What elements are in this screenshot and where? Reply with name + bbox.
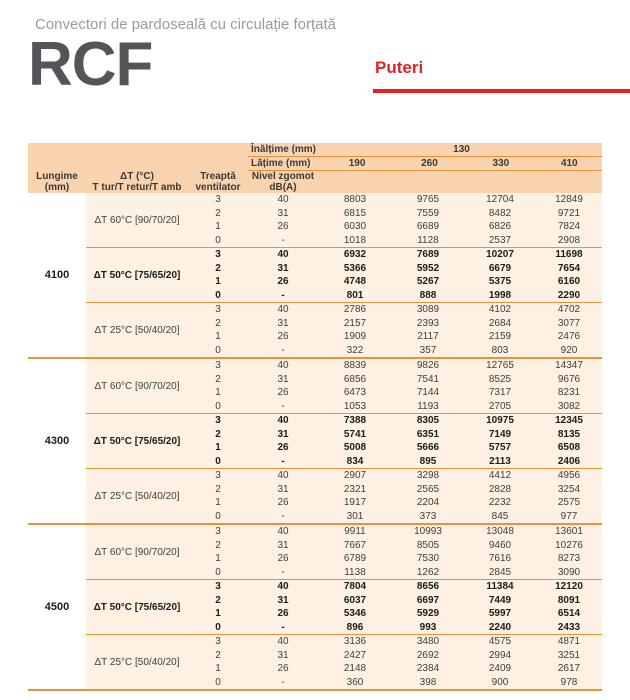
noise-level-cell: 26 bbox=[277, 221, 289, 233]
dt-group bbox=[86, 413, 602, 468]
power-value-cell: 4702 bbox=[557, 304, 581, 316]
power-value-cell: 2433 bbox=[557, 621, 581, 633]
fan-step-cell: 0 bbox=[215, 400, 221, 412]
power-value-cell: 12765 bbox=[486, 360, 514, 372]
power-value-cell: 8525 bbox=[488, 373, 512, 385]
power-value-cell: 2232 bbox=[488, 497, 512, 509]
noise-level-cell: 26 bbox=[277, 442, 289, 454]
fan-step-cell: 1 bbox=[215, 387, 221, 399]
power-value-cell: 7616 bbox=[488, 553, 512, 565]
power-value-cell: 6037 bbox=[343, 594, 367, 606]
power-value-cell: 1262 bbox=[416, 566, 440, 578]
power-value-cell: 5366 bbox=[343, 262, 367, 274]
power-value-cell: 7317 bbox=[488, 387, 512, 399]
dt-group bbox=[86, 634, 602, 689]
product-model-title: RCF bbox=[28, 30, 153, 99]
power-value-cell: 803 bbox=[491, 344, 509, 356]
power-value-cell: 6789 bbox=[343, 553, 367, 565]
power-value-cell: 2617 bbox=[557, 663, 581, 675]
noise-level-cell: 31 bbox=[277, 483, 289, 495]
noise-level-cell: - bbox=[281, 455, 285, 467]
power-value-cell: 7530 bbox=[416, 553, 440, 565]
fan-step-cell: 0 bbox=[215, 510, 221, 522]
power-value-cell: 2684 bbox=[488, 317, 512, 329]
noise-level-cell: 26 bbox=[277, 497, 289, 509]
noise-level-cell: 40 bbox=[277, 581, 289, 593]
fan-step-cell: 0 bbox=[215, 344, 221, 356]
power-value-cell: 3090 bbox=[557, 566, 581, 578]
power-value-cell: 5267 bbox=[416, 276, 440, 288]
power-value-cell: 978 bbox=[560, 676, 578, 688]
power-value-cell: 2427 bbox=[343, 649, 367, 661]
width-value: 330 bbox=[492, 158, 510, 169]
power-value-cell: 895 bbox=[419, 455, 437, 467]
fan-step-cell: 1 bbox=[215, 497, 221, 509]
power-value-cell: 9826 bbox=[416, 360, 440, 372]
width-row bbox=[248, 157, 602, 171]
noise-level-cell: 26 bbox=[277, 663, 289, 675]
column-header-dt: ΔT (°C) T tur/T retur/T amb bbox=[92, 171, 182, 193]
power-value-cell: 8839 bbox=[343, 360, 367, 372]
fan-step-cell: 2 bbox=[215, 594, 221, 606]
fan-step-cell: 2 bbox=[215, 539, 221, 551]
noise-level-cell: 40 bbox=[277, 360, 289, 372]
fan-step-cell: 1 bbox=[215, 663, 221, 675]
width-value: 190 bbox=[348, 158, 366, 169]
fan-step-cell: 2 bbox=[215, 317, 221, 329]
power-value-cell: 10207 bbox=[486, 249, 514, 261]
fan-step-cell: 1 bbox=[215, 553, 221, 565]
fan-step-cell: 2 bbox=[215, 483, 221, 495]
noise-level-cell: - bbox=[281, 344, 285, 356]
width-value: 260 bbox=[421, 158, 438, 169]
fan-step-cell: 3 bbox=[215, 360, 221, 372]
length-group bbox=[28, 357, 602, 523]
noise-level-cell: 31 bbox=[277, 428, 289, 440]
power-value-cell: 2157 bbox=[343, 317, 367, 329]
fan-step-cell: 1 bbox=[215, 276, 221, 288]
power-value-cell: 6160 bbox=[557, 276, 581, 288]
power-value-cell: 11384 bbox=[486, 581, 514, 593]
noise-level-cell: 40 bbox=[277, 194, 289, 206]
power-value-cell: 2907 bbox=[343, 470, 367, 482]
table-header bbox=[28, 143, 602, 193]
dt-group bbox=[86, 193, 602, 247]
power-value-cell: 6679 bbox=[488, 262, 512, 274]
power-value-cell: 2384 bbox=[416, 663, 440, 675]
height-row bbox=[248, 143, 602, 157]
power-value-cell: 7667 bbox=[343, 539, 367, 551]
power-value-cell: 7804 bbox=[343, 581, 367, 593]
power-value-cell: 8231 bbox=[557, 387, 581, 399]
power-value-cell: 5375 bbox=[488, 276, 512, 288]
power-value-cell: 6932 bbox=[343, 249, 367, 261]
power-value-cell: 6351 bbox=[416, 428, 440, 440]
power-value-cell: 3298 bbox=[416, 470, 440, 482]
fan-step-cell: 1 bbox=[215, 442, 221, 454]
length-group-rows bbox=[86, 193, 602, 357]
dt-group bbox=[86, 302, 602, 357]
dt-group bbox=[86, 359, 602, 413]
power-value-cell: 7559 bbox=[416, 207, 440, 219]
power-value-cell: 10993 bbox=[414, 526, 442, 538]
power-value-cell: 5757 bbox=[488, 442, 512, 454]
noise-level-cell: - bbox=[281, 510, 285, 522]
power-value-cell: 6030 bbox=[343, 221, 367, 233]
power-value-cell: 896 bbox=[346, 621, 364, 633]
noise-level-cell: 31 bbox=[277, 649, 289, 661]
power-value-cell: 11698 bbox=[555, 249, 583, 261]
dt-label: ΔT 25°C [50/40/20] bbox=[94, 656, 180, 668]
column-header-fan-step: Treaptă ventilator bbox=[195, 171, 241, 193]
power-value-cell: 2113 bbox=[489, 455, 511, 467]
power-value-cell: 2409 bbox=[488, 663, 512, 675]
noise-level-cell: 26 bbox=[277, 553, 289, 565]
power-value-cell: 9765 bbox=[416, 194, 440, 206]
fan-step-cell: 0 bbox=[215, 234, 221, 246]
table-header-right bbox=[248, 143, 602, 171]
power-value-cell: 2393 bbox=[416, 317, 440, 329]
power-value-cell: 9676 bbox=[557, 373, 581, 385]
fan-step-cell: 3 bbox=[215, 636, 221, 648]
power-value-cell: 5666 bbox=[416, 442, 440, 454]
power-value-cell: 373 bbox=[419, 510, 437, 522]
power-value-cell: 2159 bbox=[488, 331, 512, 343]
power-value-cell: 6815 bbox=[343, 207, 367, 219]
noise-level-cell: - bbox=[281, 289, 285, 301]
power-value-cell: 322 bbox=[346, 344, 364, 356]
noise-level-cell: 26 bbox=[277, 331, 289, 343]
power-value-cell: 920 bbox=[560, 344, 578, 356]
power-value-cell: 8482 bbox=[488, 207, 512, 219]
length-group-rows bbox=[86, 525, 602, 689]
power-value-cell: 2240 bbox=[488, 621, 512, 633]
power-value-cell: 900 bbox=[491, 676, 509, 688]
fan-step-cell: 0 bbox=[215, 289, 221, 301]
power-value-cell: 4412 bbox=[488, 470, 512, 482]
power-value-cell: 8803 bbox=[343, 194, 367, 206]
power-value-cell: 12849 bbox=[555, 194, 583, 206]
noise-level-cell: 26 bbox=[277, 387, 289, 399]
power-value-cell: 14347 bbox=[555, 360, 583, 372]
fan-step-cell: 2 bbox=[215, 428, 221, 440]
power-value-cell: 7541 bbox=[416, 373, 440, 385]
power-value-cell: 2476 bbox=[557, 331, 581, 343]
power-value-cell: 2290 bbox=[557, 289, 581, 301]
power-value-cell: 6697 bbox=[416, 594, 440, 606]
power-value-cell: 5929 bbox=[416, 608, 440, 620]
power-value-cell: 7654 bbox=[557, 262, 581, 274]
power-value-cell: 5741 bbox=[343, 428, 367, 440]
noise-level-cell: - bbox=[281, 400, 285, 412]
section-title: Puteri bbox=[375, 58, 424, 77]
length-group-rows bbox=[86, 359, 602, 523]
fan-step-cell: 0 bbox=[215, 676, 221, 688]
power-value-cell: 2406 bbox=[557, 455, 581, 467]
power-value-cell: 5952 bbox=[416, 262, 440, 274]
noise-level-cell: 31 bbox=[277, 317, 289, 329]
fan-step-cell: 2 bbox=[215, 373, 221, 385]
power-value-cell: 2148 bbox=[343, 663, 367, 675]
fan-step-cell: 1 bbox=[215, 331, 221, 343]
power-value-cell: 845 bbox=[491, 510, 509, 522]
power-value-cell: 12120 bbox=[555, 581, 583, 593]
power-value-cell: 2845 bbox=[488, 566, 512, 578]
power-value-cell: 6856 bbox=[343, 373, 367, 385]
power-value-cell: 7824 bbox=[557, 221, 581, 233]
fan-step-cell: 3 bbox=[215, 581, 221, 593]
power-value-cell: 13048 bbox=[486, 526, 514, 538]
length-group bbox=[28, 523, 602, 689]
power-value-cell: 9911 bbox=[344, 526, 366, 538]
dt-label: ΔT 50°C [75/65/20] bbox=[93, 601, 181, 613]
power-value-cell: 7689 bbox=[416, 249, 440, 261]
power-value-cell: 360 bbox=[346, 676, 364, 688]
noise-level-cell: - bbox=[281, 676, 285, 688]
power-value-cell: 2828 bbox=[488, 483, 512, 495]
power-value-cell: 8656 bbox=[416, 581, 440, 593]
noise-level-cell: - bbox=[281, 234, 285, 246]
fan-step-cell: 1 bbox=[215, 221, 221, 233]
height-value: 130 bbox=[453, 144, 470, 155]
power-value-cell: 2117 bbox=[417, 331, 439, 343]
power-value-cell: 3136 bbox=[343, 636, 367, 648]
noise-level-cell: 31 bbox=[277, 373, 289, 385]
power-value-cell: 398 bbox=[419, 676, 437, 688]
fan-step-cell: 3 bbox=[215, 194, 221, 206]
fan-step-cell: 3 bbox=[215, 415, 221, 427]
power-value-cell: 1128 bbox=[417, 234, 439, 246]
power-value-cell: 8091 bbox=[557, 594, 581, 606]
fan-step-cell: 2 bbox=[215, 649, 221, 661]
power-value-cell: 7388 bbox=[343, 415, 367, 427]
power-value-cell: 7149 bbox=[488, 428, 512, 440]
height-label: Înălțime (mm) bbox=[251, 144, 317, 155]
power-value-cell: 1193 bbox=[417, 400, 439, 412]
dt-group bbox=[86, 579, 602, 634]
power-value-cell: 1909 bbox=[343, 331, 367, 343]
noise-level-cell: 31 bbox=[277, 594, 289, 606]
power-value-cell: 4748 bbox=[343, 276, 367, 288]
power-value-cell: 993 bbox=[419, 621, 437, 633]
power-value-cell: 2565 bbox=[416, 483, 440, 495]
power-value-cell: 2705 bbox=[488, 400, 512, 412]
width-label: Lățime (mm) bbox=[251, 158, 311, 169]
dt-label: ΔT 25°C [50/40/20] bbox=[94, 324, 180, 336]
doc-subtitle: Convectori de pardoseală cu circulație forțată bbox=[35, 16, 336, 33]
power-value-cell: 1917 bbox=[343, 497, 367, 509]
power-value-cell: 3082 bbox=[557, 400, 581, 412]
power-value-cell: 6514 bbox=[557, 608, 581, 620]
power-value-cell: 9721 bbox=[557, 207, 581, 219]
power-value-cell: 6473 bbox=[343, 387, 367, 399]
power-value-cell: 6826 bbox=[488, 221, 512, 233]
dt-label: ΔT 25°C [50/40/20] bbox=[94, 490, 180, 502]
power-value-cell: 7449 bbox=[488, 594, 512, 606]
fan-step-cell: 3 bbox=[215, 526, 221, 538]
noise-level-cell: 40 bbox=[277, 636, 289, 648]
power-value-cell: 5008 bbox=[343, 442, 367, 454]
fan-step-cell: 2 bbox=[215, 207, 221, 219]
power-value-cell: 4956 bbox=[557, 470, 581, 482]
power-value-cell: 3251 bbox=[557, 649, 581, 661]
power-value-cell: 2908 bbox=[557, 234, 581, 246]
fan-step-cell: 3 bbox=[215, 304, 221, 316]
power-value-cell: 4102 bbox=[488, 304, 512, 316]
power-value-cell: 5997 bbox=[488, 608, 512, 620]
power-value-cell: 1998 bbox=[488, 289, 512, 301]
power-value-cell: 3480 bbox=[416, 636, 440, 648]
power-value-cell: 2692 bbox=[416, 649, 440, 661]
fan-step-cell: 1 bbox=[215, 608, 221, 620]
power-value-cell: 6508 bbox=[557, 442, 581, 454]
power-value-cell: 357 bbox=[419, 344, 437, 356]
noise-level-cell: 26 bbox=[277, 608, 289, 620]
power-value-cell: 2321 bbox=[343, 483, 367, 495]
dt-label: ΔT 50°C [75/65/20] bbox=[93, 435, 181, 447]
power-value-cell: 13601 bbox=[555, 526, 583, 538]
power-value-cell: 1053 bbox=[343, 400, 367, 412]
noise-level-cell: - bbox=[281, 566, 285, 578]
column-header-length: Lungime (mm) bbox=[36, 171, 78, 193]
power-value-cell: 2786 bbox=[343, 304, 367, 316]
length-cell: 4100 bbox=[28, 193, 86, 357]
dt-group bbox=[86, 247, 602, 302]
power-value-cell: 12345 bbox=[555, 415, 583, 427]
power-value-cell: 977 bbox=[560, 510, 578, 522]
fan-step-cell: 0 bbox=[215, 621, 221, 633]
power-value-cell: 10975 bbox=[486, 415, 514, 427]
noise-level-cell: 31 bbox=[277, 262, 289, 274]
noise-level-cell: 31 bbox=[277, 207, 289, 219]
length-cell: 4500 bbox=[28, 525, 86, 689]
fan-step-cell: 0 bbox=[215, 566, 221, 578]
length-group bbox=[28, 193, 602, 357]
noise-level-cell: 40 bbox=[277, 526, 289, 538]
table-body bbox=[28, 193, 602, 691]
noise-level-cell: 40 bbox=[277, 249, 289, 261]
power-value-cell: 10276 bbox=[555, 539, 583, 551]
noise-level-cell: 40 bbox=[277, 470, 289, 482]
power-value-cell: 888 bbox=[419, 289, 437, 301]
noise-level-cell: - bbox=[281, 621, 285, 633]
noise-level-cell: 31 bbox=[277, 539, 289, 551]
power-value-cell: 6689 bbox=[416, 221, 440, 233]
power-value-cell: 834 bbox=[346, 455, 364, 467]
section-underline bbox=[373, 89, 630, 93]
power-value-cell: 3254 bbox=[557, 483, 581, 495]
power-value-cell: 1018 bbox=[343, 234, 367, 246]
power-value-cell: 8135 bbox=[557, 428, 581, 440]
fan-step-cell: 3 bbox=[215, 470, 221, 482]
dt-group bbox=[86, 525, 602, 579]
power-table bbox=[28, 143, 602, 691]
length-cell: 4300 bbox=[28, 359, 86, 523]
fan-step-cell: 0 bbox=[215, 455, 221, 467]
power-value-cell: 7144 bbox=[416, 387, 440, 399]
power-value-cell: 3077 bbox=[557, 317, 581, 329]
dt-label: ΔT 50°C [75/65/20] bbox=[93, 269, 181, 281]
dt-label: ΔT 60°C [90/70/20] bbox=[94, 214, 180, 226]
power-value-cell: 801 bbox=[346, 289, 364, 301]
power-value-cell: 8505 bbox=[416, 539, 440, 551]
power-value-cell: 301 bbox=[346, 510, 364, 522]
fan-step-cell: 3 bbox=[215, 249, 221, 261]
power-value-cell: 1138 bbox=[344, 566, 366, 578]
power-value-cell: 8305 bbox=[416, 415, 440, 427]
power-value-cell: 2204 bbox=[416, 497, 440, 509]
width-value: 410 bbox=[560, 158, 578, 169]
fan-step-cell: 2 bbox=[215, 262, 221, 274]
power-value-cell: 3089 bbox=[416, 304, 440, 316]
power-value-cell: 4871 bbox=[557, 636, 581, 648]
power-value-cell: 9460 bbox=[488, 539, 512, 551]
column-header-noise: Nivel zgomot dB(A) bbox=[251, 171, 315, 193]
power-value-cell: 5346 bbox=[343, 608, 367, 620]
dt-group bbox=[86, 468, 602, 523]
power-value-cell: 12704 bbox=[486, 194, 514, 206]
dt-label: ΔT 60°C [90/70/20] bbox=[94, 380, 180, 392]
noise-level-cell: 26 bbox=[277, 276, 289, 288]
dt-label: ΔT 60°C [90/70/20] bbox=[94, 546, 180, 558]
power-value-cell: 2575 bbox=[557, 497, 581, 509]
table-header-columns bbox=[28, 171, 318, 193]
power-value-cell: 4575 bbox=[488, 636, 512, 648]
noise-level-cell: 40 bbox=[277, 304, 289, 316]
power-value-cell: 2994 bbox=[488, 649, 512, 661]
power-value-cell: 2537 bbox=[488, 234, 512, 246]
power-value-cell: 8273 bbox=[557, 553, 581, 565]
noise-level-cell: 40 bbox=[277, 415, 289, 427]
